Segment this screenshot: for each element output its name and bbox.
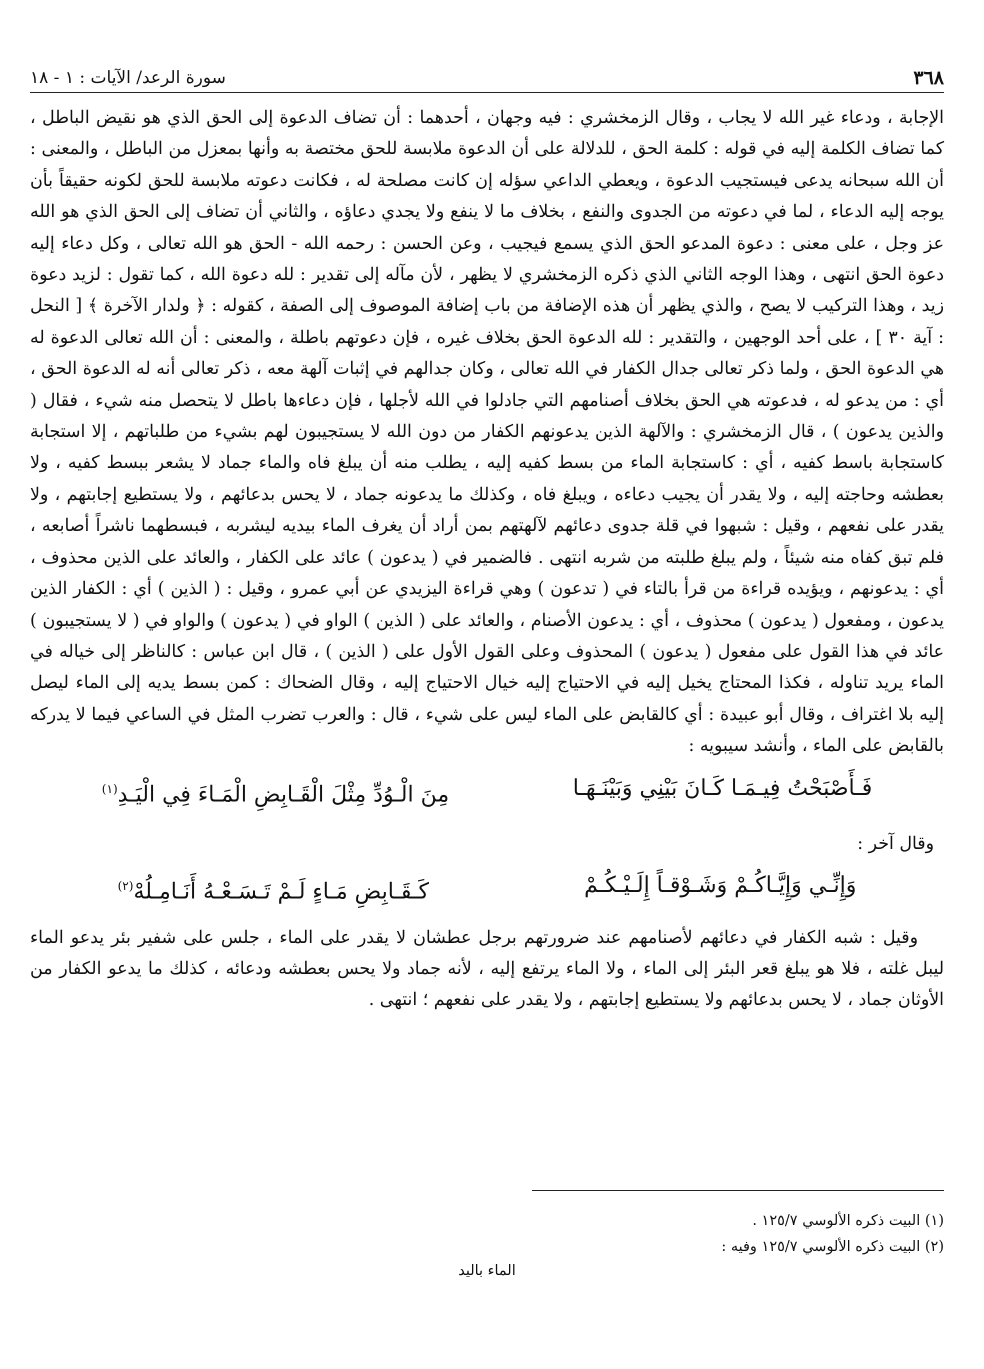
verse-1-first-hemistich: [573, 769, 873, 815]
verse-2: [40, 866, 934, 912]
footnote-2-continuation: الماء باليد: [458, 1263, 516, 1279]
main-text: [30, 103, 944, 763]
verse-2-first-hemistich: [584, 866, 856, 912]
verse-1-first-text: فَـأَصْبَحْتُ فِيـمَـا كَـانَ بَيْنِي وَبَيْنَـهَـا: [572, 775, 873, 801]
closing-text: [30, 923, 944, 1017]
verse-1: [40, 769, 934, 815]
running-title: سورة الرعد/ الآيات : ١ - ١٨: [30, 68, 226, 88]
book-page: [30, 62, 944, 1342]
verse-2-second-hemistich: [118, 866, 429, 912]
footnote-1: (١) البيت ذكره الألوسي ١٢٥/٧ .: [752, 1213, 944, 1229]
closing-paragraph: وقيل : شبه الكفار في دعائهم لأصنامهم عند ضرورتهم برجل عطشان لا يقدر على الماء ، جلس على شفير بئر يدعو الماء ليبل غلته ، فلا هو يبلغ قعر البئر إلى الماء ، ولا الماء يرتفع إليه ، لأنه جماد ولا يحس بعطشه ودعائه ، كذلك ما يدعو الكفار من الأوثان جماد ، لا يحس بدعائهم ولا يستطيع إجابتهم ، ولا يقدر على نفعهم ؛ انتهى .: [30, 927, 944, 1011]
page-header: [30, 62, 944, 90]
page-number: ٣٦٨: [913, 67, 944, 89]
verse-2-intro: وقال آخر :: [857, 833, 934, 854]
verse-2-first-text: وَإِنِّـي وَإِيَّـاكُـمْ وَشَـوْقـاً إِلَـيْـكُـمْ: [584, 873, 857, 899]
body-paragraph: الإجابة ، ودعاء غير الله لا يجاب ، وقال الزمخشري : فيه وجهان ، أحدهما : أن تضاف الدعوة إلى الحق الذي هو نقيض الباطل ، كما تضاف الكلمة إليه في قوله : كلمة الحق ، للدلالة على أن الدعوة ملابسة للحق مختصة به وأنها بمعزل من الباطل ، والمعنى : أن الله سبحانه يدعى فيستجيب الدعوة ، ويعطي الداعي سؤله إن كانت مصلحة له ، فكانت دعوته ملابسة للحق لكونه حقيقاً بأن يوجه إليه الدعاء ، لما في دعوته من الجدوى والنفع ، بخلاف ما لا ينفع ولا يجدي دعاؤه ، والثاني أن تضاف إلى الحق الذي هو الله عز وجل ، على معنى : دعوة المدعو الحق الذي يسمع فيجيب ، وعن الحسن : رحمه الله - الحق هو الله تعالى ، وكل دعاء إليه دعوة الحق انتهى ، وهذا الوجه الثاني الذي ذكره الزمخشري لا يظهر ، لأن مآله إلى تقدير : لله دعوة الله ، كما تقول : لزيد دعوة زيد ، وهذا التركيب لا يصح ، والذي يظهر أن هذه الإضافة من باب إضافة الموصوف إلى الصفة ، كقوله : ﴿ ولدار الآخرة ﴾ [ النحل : آية ٣٠ ] ، على أحد الوجهين ، والتقدير : لله الدعوة الحق بخلاف غيره ، فإن دعوتهم باطلة ، والمعنى : أن الله تعالى الدعوة له هي الدعوة الحق ، ولما ذكر تعالى جدال الكفار في الله تعالى ، وكان جدالهم في إثبات آلهة معه ، ذكر تعالى أنه له الدعوة الحق ، أي : من يدعو له ، فدعوته هي الحق بخلاف أصنامهم التي جادلوا في الله لأجلها ، فإن دعاءها باطل لا يتحصل منه شيء ، فقال ( والذين يدعون ) ، قال الزمخشري : والآلهة الذين يدعونهم الكفار من دون الله لا يستجيبون لهم بشيء من طلباتهم ، إلا استجابة كاستجابة باسط كفيه ، أي : كاستجابة الماء من بسط كفيه إليه ، يطلب منه أن يبلغ فاه والماء جماد لا يشعر ببسط كفيه ، ولا بعطشه وحاجته إليه ، ولا يقدر أن يجيب دعاءه ، ويبلغ فاه ، وكذلك ما يدعونه جماد ، لا يحس بدعائهم ، ولا يستطيع إجابتهم ، ولا يقدر على نفعهم ، وقيل : شبهوا في قلة جدوى دعائهم لآلهتهم بمن أراد أن يغرف الماء بيديه ليشربه ، فبسطهما ناشراً أصابعه ، فلم تبق كفاه منه شيئاً ، ولم يبلغ طلبته من شربه انتهى . فالضمير في ( يدعون ) عائد على الكفار ، والعائد على الذين محذوف ، أي : يدعونهم ، ويؤيده قراءة من قرأ بالتاء في ( تدعون ) وهي قراءة اليزيدي عن أبي عمرو ، وقيل : ( الذين ) أي : الكفار الذين يدعون ، ومفعول ( يدعون ) محذوف ، أي : يدعون الأصنام ، والعائد على ( الذين ) الواو في ( يدعون ) والواو في ( لا يستجيبون ) عائد في هذا القول على مفعول ( يدعون ) المحذوف وعلى القول الأول على ( الذين ) ، قال ابن عباس : كالناظر إلى خياله في الماء يريد تناوله ، فكذا المحتاج يخيل إليه في الاحتياج إليه خيال الاحتياج إليه ، وقال الضحاك : كمن بسط يديه إلى الماء ليصل إليه بلا اغتراف ، وقال أبو عبيدة : أي كالقابض على الماء ليس على شيء ، قال : والعرب تضرب المثل في الساعي فيما لا يدركه بالقابض على الماء ، وأنشد سيبويه :: [30, 108, 944, 757]
footnote-rule: [532, 1190, 944, 1191]
verse-1-second-text: مِنَ الْـوُدِّ مِثْلَ الْقَـابِضِ الْمَـاءَ فِي الْيَـدِ: [117, 781, 450, 807]
verse-2-second-text: كَـقَـابِضِ مَـاءٍ لَـمْ تَـسَـعْـهُ أَنَـامِـلُهْ: [133, 879, 429, 905]
footnote-2: (٢) البيت ذكره الألوسي ١٢٥/٧ وفيه :: [721, 1239, 944, 1255]
footnotes: [30, 1208, 944, 1260]
footnote-marker-1: (١): [101, 781, 118, 796]
footnote-marker-2: (٢): [117, 879, 134, 894]
verse-1-second-hemistich: [102, 769, 449, 815]
header-rule: [30, 92, 944, 93]
